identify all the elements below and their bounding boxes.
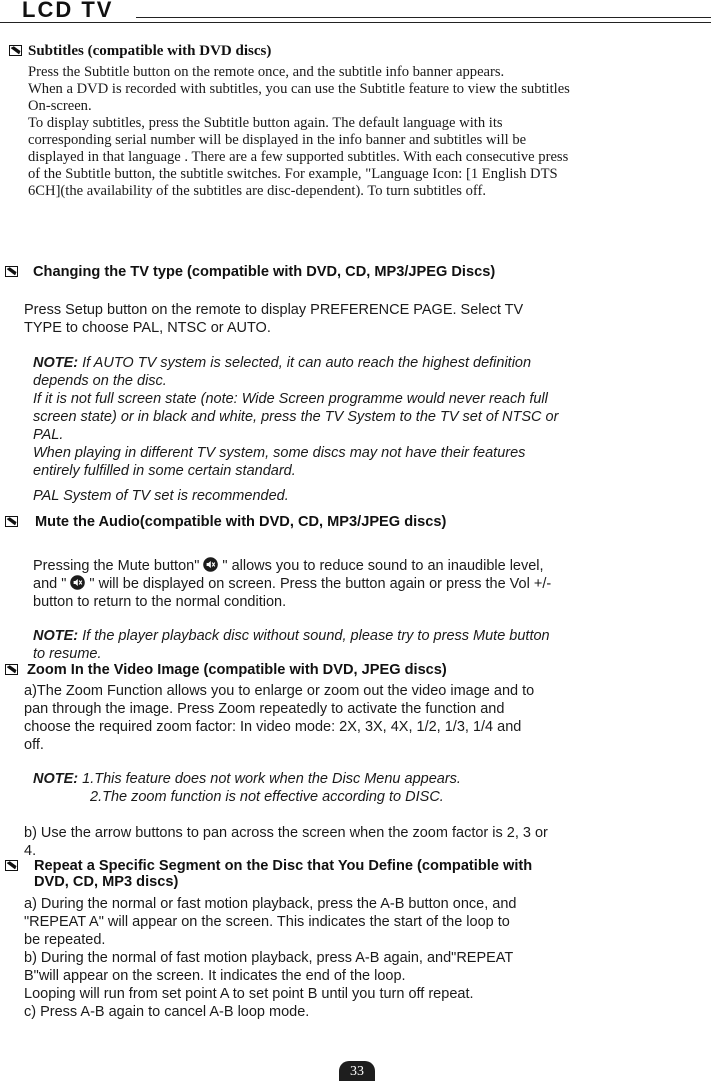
- zoom-note: [33, 770, 461, 806]
- checkbox-icon: [5, 664, 18, 675]
- section-heading: Subtitles (compatible with DVD discs): [9, 43, 271, 60]
- section-heading: Zoom In the Video Image (compatible with DVD, JPEG discs): [5, 662, 447, 678]
- paragraph-line: B"will appear on the screen. It indicates the end of the loop.: [24, 968, 406, 984]
- mute-speaker-icon: [70, 575, 85, 590]
- paragraph-line: When a DVD is recorded with subtitles, you can use the Subtitle feature to view the subtitles: [28, 81, 570, 97]
- section-heading: Changing the TV type (compatible with DVD, CD, MP3/JPEG Discs): [5, 264, 495, 280]
- section-repeat: [5, 858, 532, 890]
- paragraph-line: 4.: [24, 843, 37, 859]
- zoom-body: [24, 682, 534, 754]
- paragraph-line: button to return to the normal condition.: [33, 594, 287, 610]
- heading-line: DVD, CD, MP3 discs): [34, 874, 179, 890]
- mute-body: [33, 557, 551, 611]
- section-subtitles: [9, 43, 271, 60]
- note-label: NOTE:: [33, 628, 79, 644]
- checkbox-icon: [5, 860, 18, 871]
- subtitles-body: [28, 64, 570, 200]
- paragraph-line: Press the Subtitle button on the remote once, and the subtitle info banner appears.: [28, 64, 505, 80]
- note-text: entirely fulfilled in some certain standard.: [33, 463, 296, 479]
- repeat-body: [24, 895, 516, 1021]
- paragraph-line: On-screen.: [28, 98, 92, 114]
- paragraph-line: of the Subtitle button, the subtitle switches. For example, "Language Icon: [1 English DTS: [28, 166, 558, 182]
- paragraph-line: off.: [24, 737, 44, 753]
- paragraph-line: 6CH](the availability of the subtitles are disc-dependent). To turn subtitles off.: [28, 183, 487, 199]
- header-rule: [136, 17, 711, 18]
- paragraph-line: displayed in that language . There are a few supported subtitles. With each consecutive press: [28, 149, 569, 165]
- note-label: NOTE:: [33, 355, 79, 371]
- paragraph-line: b) During the normal of fast motion playback, press A-B again, and"REPEAT: [24, 950, 514, 966]
- paragraph-line: To display subtitles, press the Subtitle button again. The default language with its: [28, 115, 503, 131]
- heading-line: Repeat a Specific Segment on the Disc that You Define (compatible with: [34, 858, 533, 874]
- note-text: 2.The zoom function is not effective according to DISC.: [90, 789, 444, 805]
- tv-type-note: [33, 354, 558, 505]
- section-mute: [5, 514, 446, 530]
- section-heading: Mute the Audio(compatible with DVD, CD, MP3/JPEG discs): [5, 514, 446, 530]
- note-text: depends on the disc.: [33, 373, 167, 389]
- page-title: LCD TV: [22, 0, 114, 22]
- note-text: If AUTO TV system is selected, it can auto reach the highest definition: [78, 355, 532, 371]
- note-text: screen state) or in black and white, press the TV System to the TV set of NTSC or: [33, 409, 559, 425]
- header-rule: [0, 22, 711, 23]
- note-text: When playing in different TV system, some discs may not have their features: [33, 445, 526, 461]
- checkbox-icon: [5, 266, 18, 277]
- page-header: [0, 0, 711, 26]
- section-heading: [5, 858, 532, 890]
- paragraph-line: pan through the image. Press Zoom repeatedly to activate the function and: [24, 701, 505, 717]
- paragraph-line: c) Press A-B again to cancel A-B loop mode.: [24, 1004, 310, 1020]
- note-text: PAL.: [33, 427, 64, 443]
- note-text: If it is not full screen state (note: Wide Screen programme would never reach full: [33, 391, 548, 407]
- paragraph-line: "REPEAT A" will appear on the screen. This indicates the start of the loop to: [24, 914, 510, 930]
- note-text: PAL System of TV set is recommended.: [33, 488, 289, 504]
- zoom-body-b: [24, 824, 548, 860]
- page-number: 33: [339, 1061, 375, 1081]
- paragraph-line: Press Setup button on the remote to display PREFERENCE PAGE. Select TV: [24, 302, 524, 318]
- note-label: NOTE:: [33, 771, 79, 787]
- note-text: If the player playback disc without sound, please try to press Mute button: [78, 628, 550, 644]
- mute-speaker-icon: [203, 557, 218, 572]
- section-zoom: [5, 662, 447, 678]
- tv-type-body: [24, 301, 523, 337]
- paragraph-line: Pressing the Mute button" " allows you to reduce sound to an inaudible level,: [33, 558, 544, 574]
- paragraph-line: choose the required zoom factor: In video mode: 2X, 3X, 4X, 1/2, 1/3, 1/4 and: [24, 719, 522, 735]
- note-text: to resume.: [33, 646, 102, 662]
- paragraph-line: TYPE to choose PAL, NTSC or AUTO.: [24, 320, 271, 336]
- section-tv-type: [5, 264, 495, 280]
- paragraph-line: a)The Zoom Function allows you to enlarge or zoom out the video image and to: [24, 683, 535, 699]
- paragraph-line: corresponding serial number will be displayed in the info banner and subtitles will be: [28, 132, 527, 148]
- checkbox-icon: [5, 516, 18, 527]
- paragraph-line: be repeated.: [24, 932, 106, 948]
- paragraph-line: a) During the normal or fast motion playback, press the A-B button once, and: [24, 896, 517, 912]
- note-text: 1.This feature does not work when the Disc Menu appears.: [78, 771, 461, 787]
- paragraph-line: and " " will be displayed on screen. Press the button again or press the Vol +/-: [33, 576, 552, 592]
- paragraph-line: b) Use the arrow buttons to pan across the screen when the zoom factor is 2, 3 or: [24, 825, 548, 841]
- checkbox-icon: [9, 45, 22, 56]
- paragraph-line: Looping will run from set point A to set point B until you turn off repeat.: [24, 986, 474, 1002]
- mute-note: [33, 627, 550, 663]
